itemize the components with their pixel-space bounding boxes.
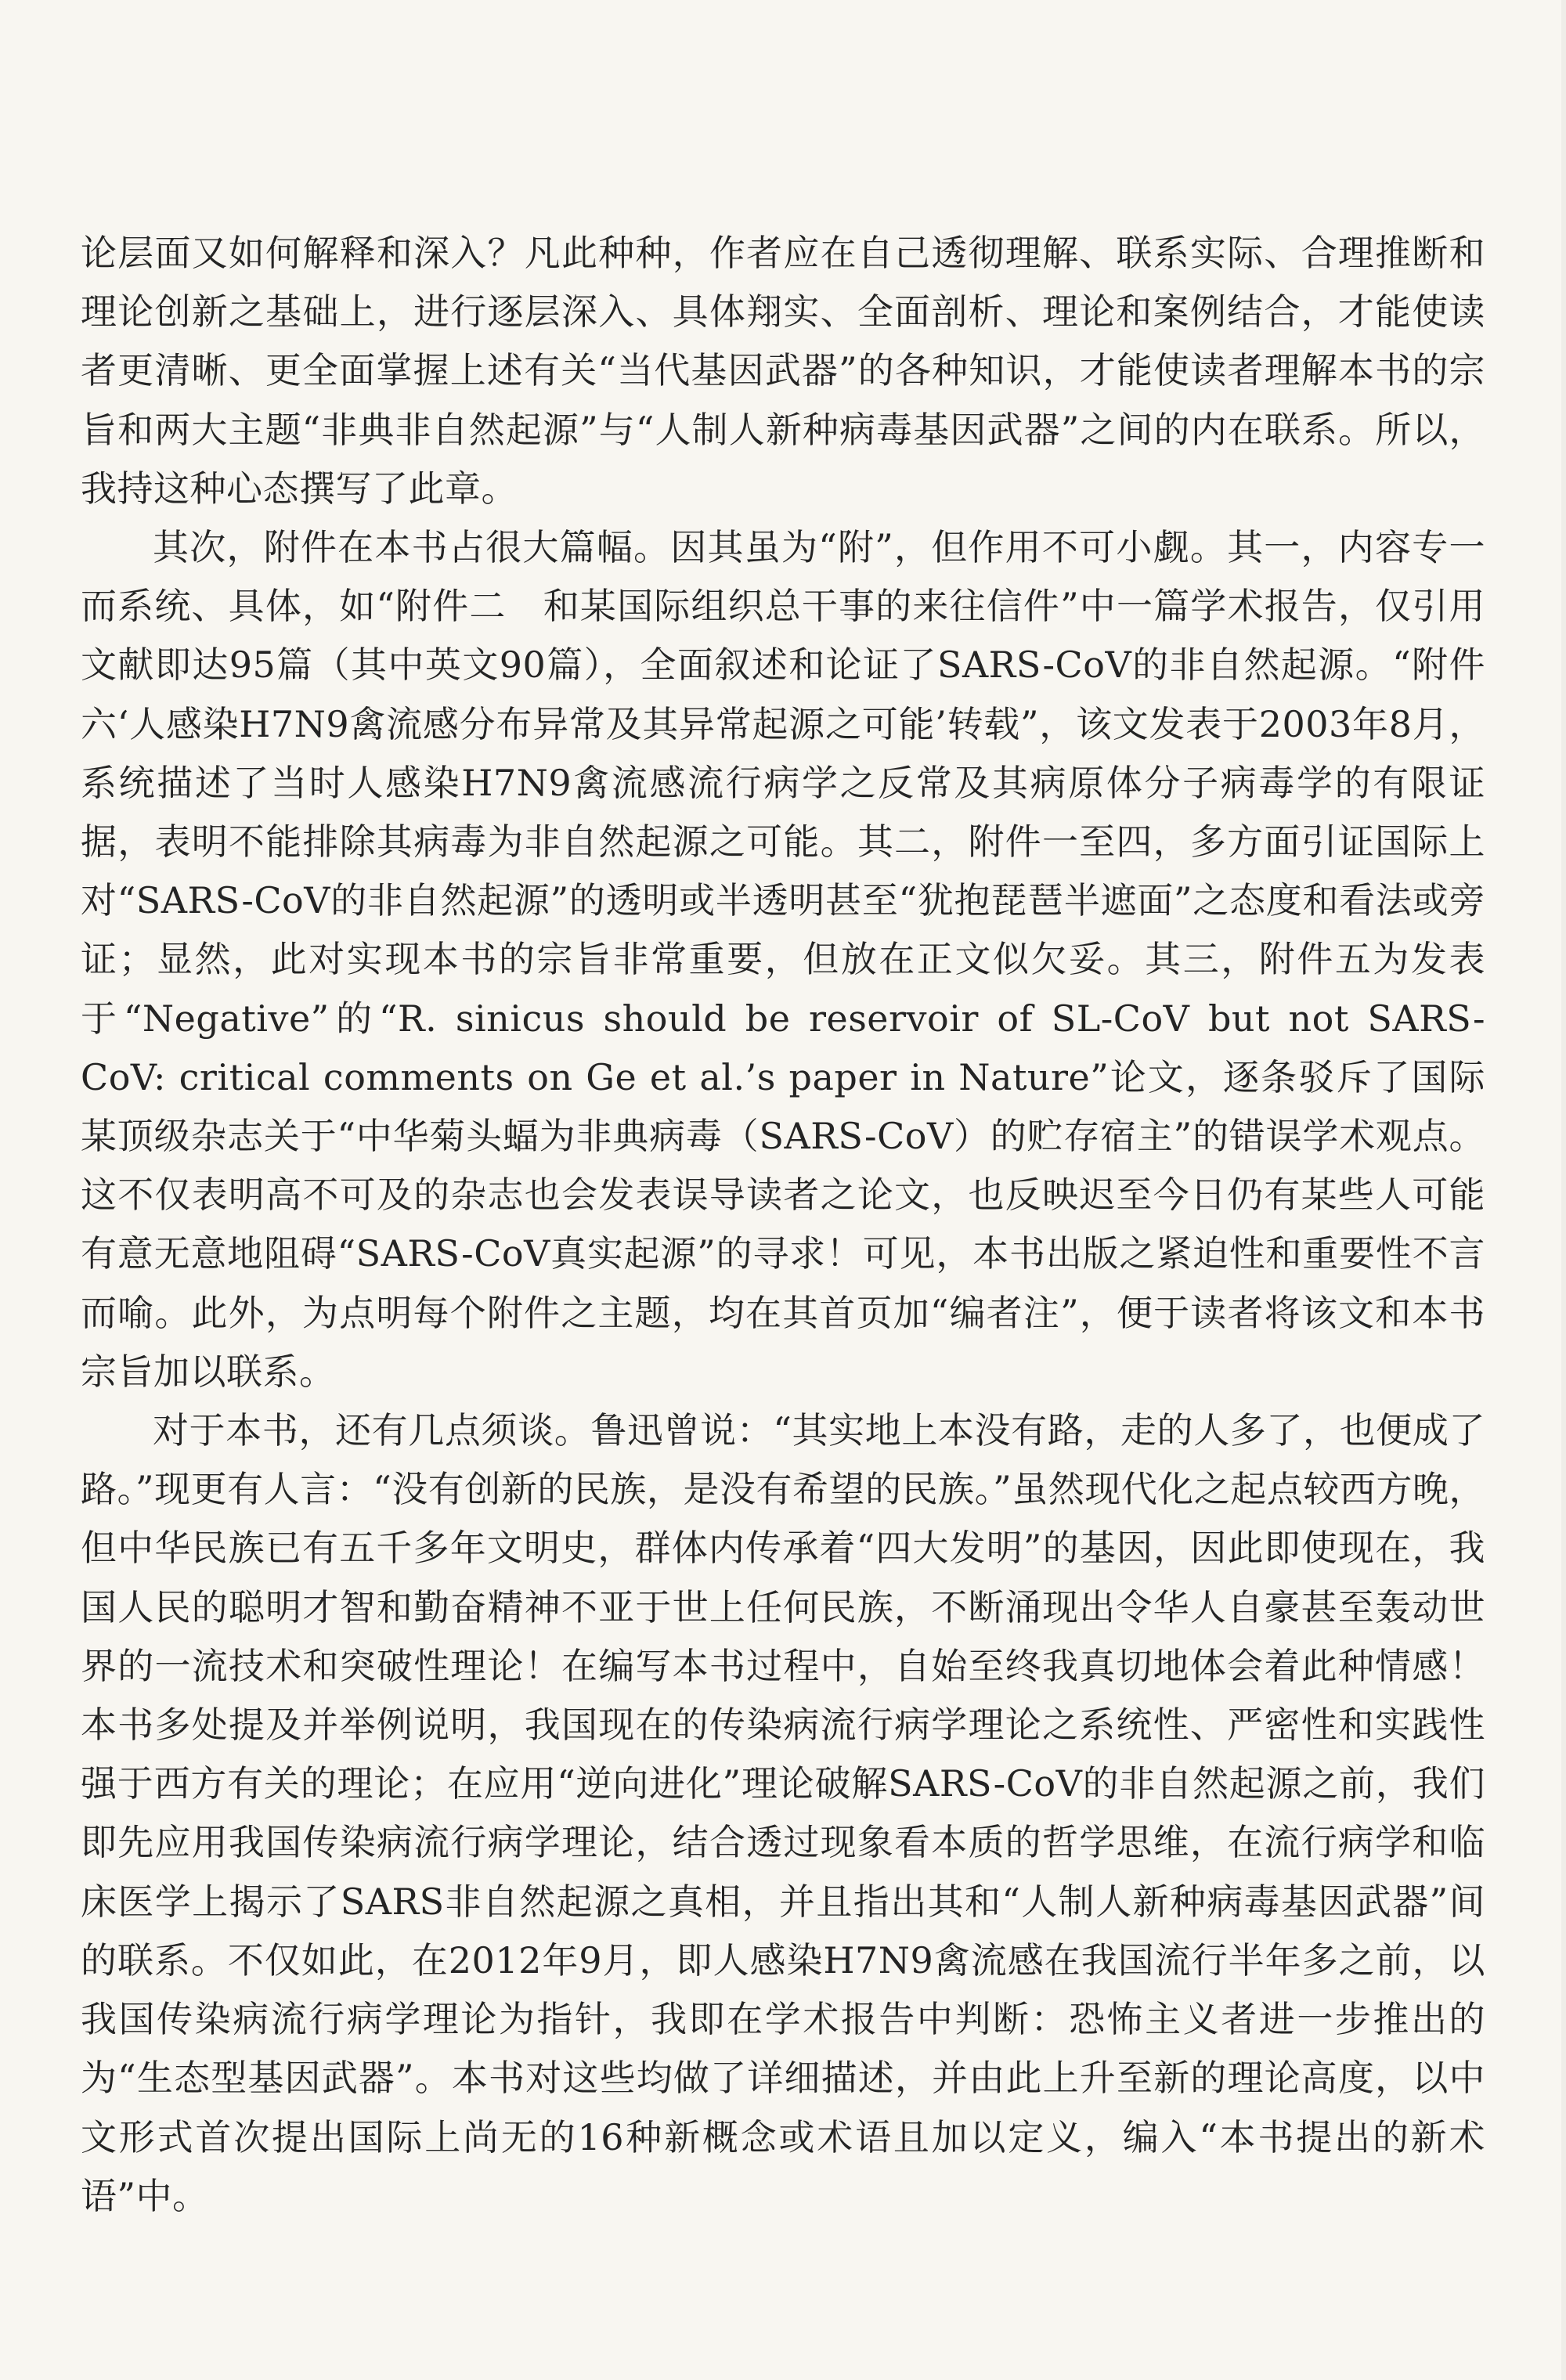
paragraph-1: 论层面又如何解释和深入？凡此种种，作者应在自己透彻理解、联系实际、合理推断和理论创新之基础上，进行逐层深入、具体翔实、全面剖析、理论和案例结合，才能使读者更清晰、更全面掌握上述有关“当代基因武器”的各种知识，才能使读者理解本书的宗旨和两大主题“非典非自然起源”与“人制人新种病毒基因武器”之间的内在联系。所以，我持这种心态撰写了此章。: [81, 232, 1485, 510]
paragraph-2: 其次，附件在本书占很大篇幅。因其虽为“附”，但作用不可小觑。其一，内容专一而系统、具体，如“附件二 和某国际组织总干事的来往信件”中一篇学术报告，仅引用文献即达95篇（其中英文90篇），全面叙述和论证了SARS-CoV的非自然起源。“附件六‘人感染H7N9禽流感分布异常及其异常起源之可能’转载”，该文发表于2003年8月，系统描述了当时人感染H7N9禽流感流行病学之反常及其病原体分子病毒学的有限证据，表明不能排除其病毒为非自然起源之可能。其二，附件一至四，多方面引证国际上对“SARS-CoV的非自然起源”的透明或半透明甚至“犹抱琵琶半遮面”之态度和看法或旁证；显然，此对实现本书的宗旨非常重要，但放在正文似欠妥。其三，附件五为发表于“Negative”的“R. sinicus should be reservoir of SL-CoV but not SARS-CoV: critical comments on Ge et al.’s paper in Nature”论文，逐条驳斥了国际某顶级杂志关于“中华菊头蝠为非典病毒（SARS-CoV）的贮存宿主”的错误学术观点。这不仅表明高不可及的杂志也会发表误导读者之论文，也反映迟至今日仍有某些人可能有意无意地阻碍“SARS-CoV真实起源”的寻求！可见，本书出版之紧迫性和重要性不言而喻。此外，为点明每个附件之主题，均在其首页加“编者注”，便于读者将该文和本书宗旨加以联系。: [81, 526, 1485, 1393]
paragraph-3: 对于本书，还有几点须谈。鲁迅曾说：“其实地上本没有路，走的人多了，也便成了路。”现更有人言：“没有创新的民族，是没有希望的民族。”虽然现代化之起点较西方晚，但中华民族已有五千多年文明史，群体内传承着“四大发明”的基因，因此即使现在，我国人民的聪明才智和勤奋精神不亚于世上任何民族，不断涌现出令华人自豪甚至轰动世界的一流技术和突破性理论！在编写本书过程中，自始至终我真切地体会着此种情感！本书多处提及并举例说明，我国现在的传染病流行病学理论之系统性、严密性和实践性强于西方有关的理论；在应用“逆向进化”理论破解SARS-CoV的非自然起源之前，我们即先应用我国传染病流行病学理论，结合透过现象看本质的哲学思维，在流行病学和临床医学上揭示了SARS非自然起源之真相，并且指出其和“人制人新种病毒基因武器”间的联系。不仅如此，在2012年9月，即人感染H7N9禽流感在我国流行半年多之前，以我国传染病流行病学理论为指针，我即在学术报告中判断：恐怖主义者进一步推出的为“生态型基因武器”。本书对这些均做了详细描述，并由此上升至新的理论高度，以中文形式首次提出国际上尚无的16种新概念或术语且加以定义，编入“本书提出的新术语”中。: [81, 1409, 1485, 2217]
scan-edge: [1561, 0, 1566, 2380]
body-text: [81, 224, 1485, 2226]
